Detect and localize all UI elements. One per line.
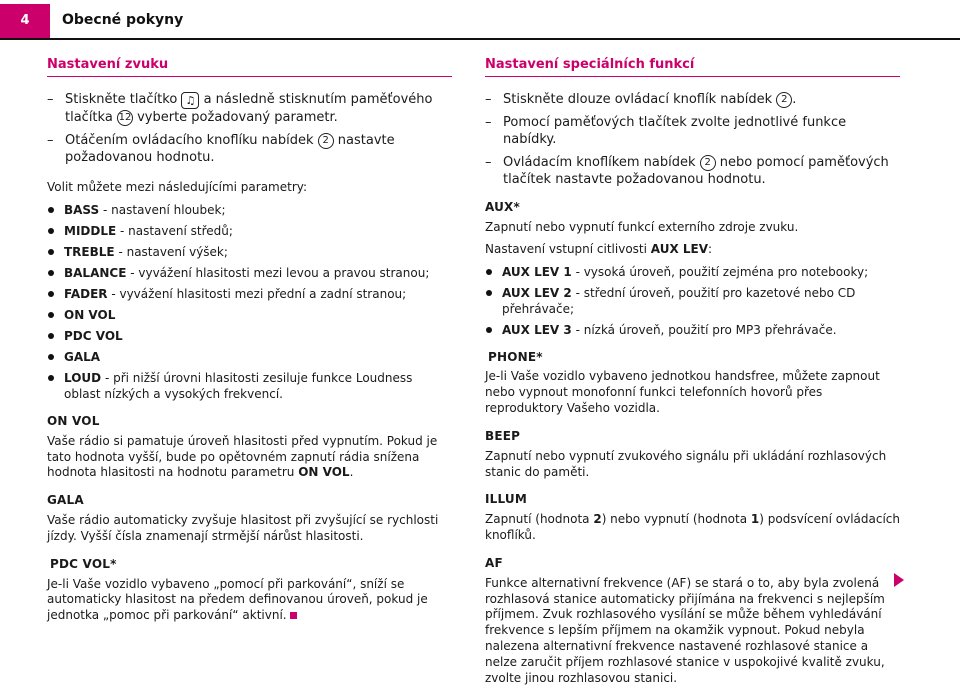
list-item: PDC VOL bbox=[47, 328, 452, 344]
aux-levels-list bbox=[485, 264, 900, 338]
right-step-1 bbox=[485, 91, 900, 108]
dash-marker: – bbox=[485, 155, 492, 171]
gala-heading: GALA bbox=[47, 493, 84, 508]
step-text: Otáčením ovládacího knoflíku nabídek bbox=[65, 133, 314, 149]
left-section-title: Nastavení zvuku bbox=[47, 56, 452, 77]
section-end-marker bbox=[290, 612, 297, 619]
list-item: BALANCE - vyvážení hlasitosti mezi levou a pravou stranou; bbox=[47, 265, 452, 281]
page-number: 4 bbox=[0, 4, 50, 38]
step-text: Stiskněte dlouze ovládací knoflík nabídek bbox=[503, 92, 773, 108]
right-step-2 bbox=[485, 114, 900, 148]
page-section-title: Obecné pokyny bbox=[62, 12, 184, 28]
left-step-2 bbox=[47, 132, 452, 166]
beep-heading: BEEP bbox=[485, 428, 521, 443]
pdc-heading: PDC VOL* bbox=[50, 556, 117, 571]
illum-heading: ILLUM bbox=[485, 492, 528, 507]
aux-lev-intro: Nastavení vstupní citlivosti AUX LEV: bbox=[485, 241, 713, 256]
list-item: GALA bbox=[47, 349, 452, 365]
list-item: MIDDLE - nastavení středů; bbox=[47, 223, 452, 239]
illum-text: Zapnutí (hodnota 2) nebo vypnutí (hodnota 1) podsvícení ovládacích knoflíků. bbox=[485, 512, 900, 543]
params-list bbox=[47, 202, 452, 402]
af-text: Funkce alternativní frekvence (AF) se stará o to, aby byla zvolená rozhlasová stanice automaticky přijímána na frekvenci s nejlepším příjmem. Zvuk rozhlasového vysílání se může během vyhledávání frekvence s lepším příjmem na okamžik vypnout. Pokud nebyla nalezena alternativní frekvence nastavené rozhlasové stanice a nelze zaručit příjem rozhlasové stanice v uspokojivé kvalitě zvuku, zvolte jinou rozhlasovou stanici. bbox=[485, 575, 885, 685]
circled-number: 2 bbox=[776, 92, 792, 108]
step-text: nastavte požadovanou hodnotu. bbox=[65, 133, 395, 166]
onvol-heading: ON VOL bbox=[47, 413, 100, 428]
list-item: TREBLE - nastavení výšek; bbox=[47, 244, 452, 260]
header-rule bbox=[0, 38, 960, 40]
list-item: ON VOL bbox=[47, 307, 452, 323]
list-item: AUX LEV 3 - nízká úroveň, použití pro MP3 přehrávače. bbox=[485, 322, 900, 338]
list-item: AUX LEV 2 - střední úroveň, použití pro kazetové nebo CD přehrávače; bbox=[485, 285, 900, 317]
right-column bbox=[485, 52, 900, 693]
step-text: a následně stisknutím paměťového tlačítka bbox=[65, 92, 433, 126]
dash-marker: – bbox=[485, 115, 492, 131]
dash-marker: – bbox=[485, 92, 492, 108]
step-text: nebo pomocí paměťových tlačítek nastavte požadovanou hodnotu. bbox=[503, 155, 889, 188]
right-step-3 bbox=[485, 154, 900, 188]
circled-number: 2 bbox=[700, 155, 716, 171]
music-button-icon: ♫ bbox=[181, 92, 199, 109]
aux-text: Zapnutí nebo vypnutí funkcí externího zdroje zvuku. bbox=[485, 219, 799, 234]
list-item: FADER - vyvážení hlasitosti mezi přední a zadní stranou; bbox=[47, 286, 452, 302]
circled-number: 12 bbox=[117, 110, 133, 126]
beep-text: Zapnutí nebo vypnutí zvukového signálu při ukládání rozhlasových stanic do paměti. bbox=[485, 448, 887, 479]
list-item: BASS - nastavení hloubek; bbox=[47, 202, 452, 218]
pdc-text: Je-li Vaše vozidlo vybaveno „pomocí při parkování“, sníží se automaticky hlasitost na předem definovanou úroveň, pokud je jednotka „pomoc při parkování“ aktivní. bbox=[47, 576, 428, 623]
right-section-title: Nastavení speciálních funkcí bbox=[485, 56, 900, 77]
aux-heading: AUX* bbox=[485, 200, 520, 215]
step-text: . bbox=[792, 92, 797, 108]
next-page-arrow-icon bbox=[894, 573, 904, 587]
dash-marker: – bbox=[47, 133, 54, 149]
step-text: Stiskněte tlačítko bbox=[65, 92, 178, 108]
step-text: vyberte požadovaný parametr. bbox=[137, 110, 338, 126]
af-heading: AF bbox=[485, 555, 503, 570]
step-text: Ovládacím knoflíkem nabídek bbox=[503, 155, 696, 171]
dash-marker: – bbox=[47, 92, 54, 108]
list-item: LOUD - při nižší úrovni hlasitosti zesiluje funkce Loudness oblast nízkých a vysokých frekvencí. bbox=[47, 370, 452, 402]
params-intro: Volit můžete mezi následujícími parametry: bbox=[47, 180, 308, 195]
step-text: Pomocí paměťových tlačítek zvolte jednotlivé funkce nabídky. bbox=[503, 115, 847, 148]
circled-number: 2 bbox=[318, 133, 334, 149]
left-column bbox=[47, 52, 452, 630]
phone-text: Je-li Vaše vozidlo vybaveno jednotkou handsfree, můžete zapnout nebo vypnout monofonní funkci telefonních hovorů přes reproduktory Vašeho vozidla. bbox=[485, 369, 880, 416]
left-step-1 bbox=[47, 91, 452, 126]
onvol-text: Vaše rádio si pamatuje úroveň hlasitosti před vypnutím. Pokud je tato hodnota vyšší, bude po opětovném zapnutí rádia snížena hodnota hlasitosti na hodnotu parametru ON VOL. bbox=[47, 433, 438, 480]
gala-text: Vaše rádio automaticky zvyšuje hlasitost při zvyšující se rychlosti jízdy. Vyšší čísla znamenají strmější nárůst hlasitosti. bbox=[47, 513, 439, 543]
phone-heading: PHONE* bbox=[488, 349, 543, 364]
list-item: AUX LEV 1 - vysoká úroveň, použití zejména pro notebooky; bbox=[485, 264, 900, 280]
